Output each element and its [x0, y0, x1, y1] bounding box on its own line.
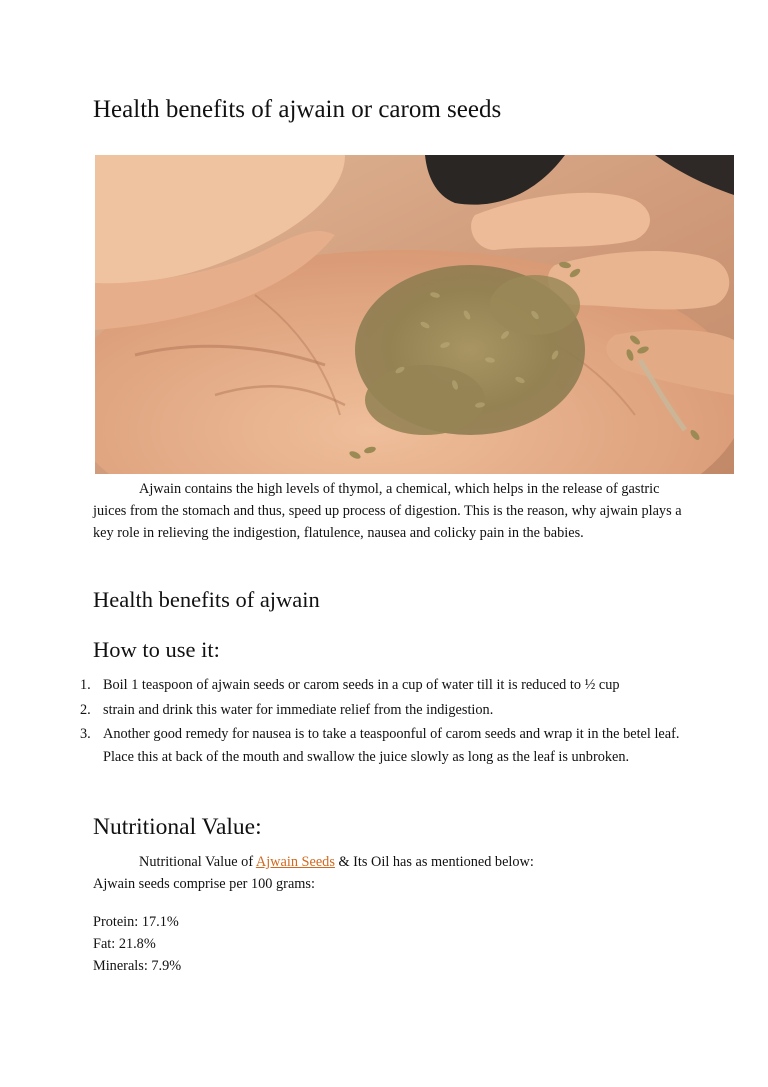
nutrition-item-fat: Fat: 21.8% — [93, 936, 156, 952]
list-item-text: Another good remedy for nausea is to take a teaspoonful of carom seeds and wrap it in the betel leaf. Place this at back of the mouth and swallow the juice slowly as long as the leaf is unbroken. — [103, 726, 680, 765]
list-item — [0, 674, 700, 697]
list-item-text: Boil 1 teaspoon of ajwain seeds or carom seeds in a cup of water till it is reduced to ½ cup — [103, 677, 620, 693]
nutrition-intro-suffix: & Its Oil has as mentioned below: — [334, 854, 534, 870]
how-to-use-list — [0, 674, 700, 770]
nutrition-intro — [93, 851, 534, 873]
page-title: Health benefits of ajwain or carom seeds — [93, 96, 502, 123]
intro-paragraph: Ajwain contains the high levels of thymol, a chemical, which helps in the release of gastric juices from the stomach and thus, speed up process of digestion. This is the reason, why ajwain plays a key role in relieving the indigestion, flatulence, nausea and colicky pain in the babies. — [93, 481, 682, 541]
nutrition-intro-prefix: Nutritional Value of — [139, 854, 256, 870]
list-item-number: 2. — [80, 701, 91, 718]
list-item-number: 1. — [80, 677, 91, 693]
ajwain-seeds-photo — [95, 155, 734, 474]
ajwain-seeds-link[interactable]: Ajwain Seeds — [255, 854, 335, 870]
nutrition-item-protein: Protein: 17.1% — [93, 914, 179, 930]
list-item-text: strain and drink this water for immediate relief from the indigestion. — [103, 701, 494, 718]
list-item-number: 3. — [80, 726, 91, 742]
list-item — [0, 699, 700, 722]
nutrition-per-100g: Ajwain seeds comprise per 100 grams: — [93, 876, 315, 892]
section-heading-nutrition: Nutritional Value: — [93, 814, 262, 840]
nutrition-item-minerals: Minerals: 7.9% — [93, 958, 182, 974]
section-heading-benefits: Health benefits of ajwain — [93, 587, 320, 612]
list-item — [0, 723, 700, 768]
section-heading-how-to-use: How to use it: — [93, 637, 220, 662]
